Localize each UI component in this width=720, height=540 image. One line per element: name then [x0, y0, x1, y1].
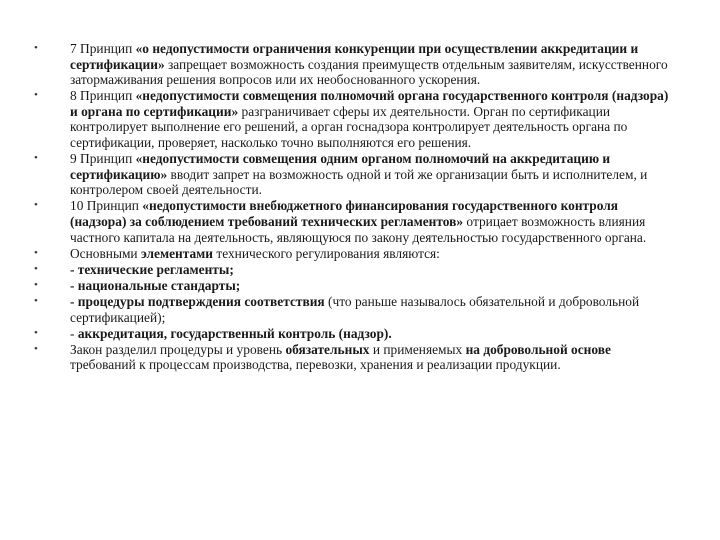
list-item — [34, 246, 674, 262]
bullet-icon: • — [34, 342, 38, 355]
item-text-bold: «недопустимости внебюджетного финансирования государственного контроля (надзора) за соблюдением требований технических регламентов» — [70, 198, 619, 230]
bullet-icon: • — [34, 89, 38, 102]
item-text-bold: - национальные стандарты; — [70, 277, 241, 293]
bullet-icon: • — [34, 262, 38, 275]
list-item — [34, 151, 674, 198]
item-text-bold: - технические регламенты; — [70, 261, 234, 277]
item-text-bold: «о недопустимости ограничения конкуренции при осуществлении аккредитации и сертификации» — [70, 41, 639, 72]
item-text-bold: «недопустимости совмещения полномочий органа государственного контроля (надзора) и органа по сертификации» — [70, 88, 669, 119]
list-item — [34, 326, 674, 342]
list-item — [34, 198, 674, 245]
item-text-bold: - процедуры подтверждения соответствия — [70, 294, 325, 309]
item-text-plain: Основными — [70, 245, 141, 261]
list-item — [34, 41, 674, 88]
list-item — [34, 262, 674, 278]
item-text-rest: разграничивает сферы их деятельности. Орган по сертификации контролирует выполнение его решений, а орган госнадзора контролирует деятельность органа по сертификации, проверяет, насколько точно выполняются его решения. — [70, 103, 628, 151]
bullet-icon: • — [34, 295, 38, 307]
bullet-icon: • — [34, 246, 38, 259]
list-item — [34, 294, 674, 325]
item-text-plain: 8 Принцип — [70, 88, 136, 104]
bullet-icon: • — [34, 199, 38, 212]
list-item — [34, 88, 674, 150]
bullet-list — [34, 41, 674, 373]
list-item — [34, 278, 674, 294]
list-item — [34, 342, 674, 373]
bullet-icon: • — [34, 278, 38, 291]
item-text-rest: отрицает возможность влияния частного капитала на деятельность, являющуюся по закону деятельностью государственного органа. — [70, 214, 647, 245]
item-text-bold: аккредитация, государственный контроль (надзор). — [77, 325, 392, 341]
item-text-plain: 9 Принцип — [70, 151, 136, 167]
item-text-plain: Закон разделил процедуры и уровень — [70, 341, 286, 357]
item-text-rest: запрещает возможность создания преимуществ отдельным заявителям, искусственного затормаживания решения вопросов или их необоснованного ускорения. — [70, 56, 668, 88]
item-text-plain: - — [70, 325, 78, 341]
item-text-plain: 7 Принцип — [70, 41, 136, 56]
item-text-bold-2: на добровольной основе — [465, 341, 611, 357]
item-text-rest: и применяемых — [369, 341, 466, 357]
bullet-icon: • — [34, 326, 38, 339]
item-text-plain: 10 Принцип — [70, 198, 143, 214]
item-text-bold: обязательных — [285, 341, 370, 357]
item-text-rest-2: требований к процессам производства, перевозки, хранения и реализации продукции. — [70, 357, 561, 373]
item-text-bold: «недопустимости совмещения одним органом полномочий на аккредитацию и сертификацию» — [70, 151, 611, 182]
item-text-rest: вводит запрет на возможность одной и той же организации быть и исполнителем, и контролером своей деятельности. — [70, 166, 648, 198]
bullet-icon: • — [34, 152, 38, 165]
item-text-bold: элементами — [140, 245, 214, 261]
item-text-rest: (что раньше называлось обязательной и добровольной сертификацией); — [70, 294, 640, 325]
item-text-rest: технического регулирования являются: — [213, 245, 440, 261]
bullet-icon: • — [34, 42, 38, 54]
